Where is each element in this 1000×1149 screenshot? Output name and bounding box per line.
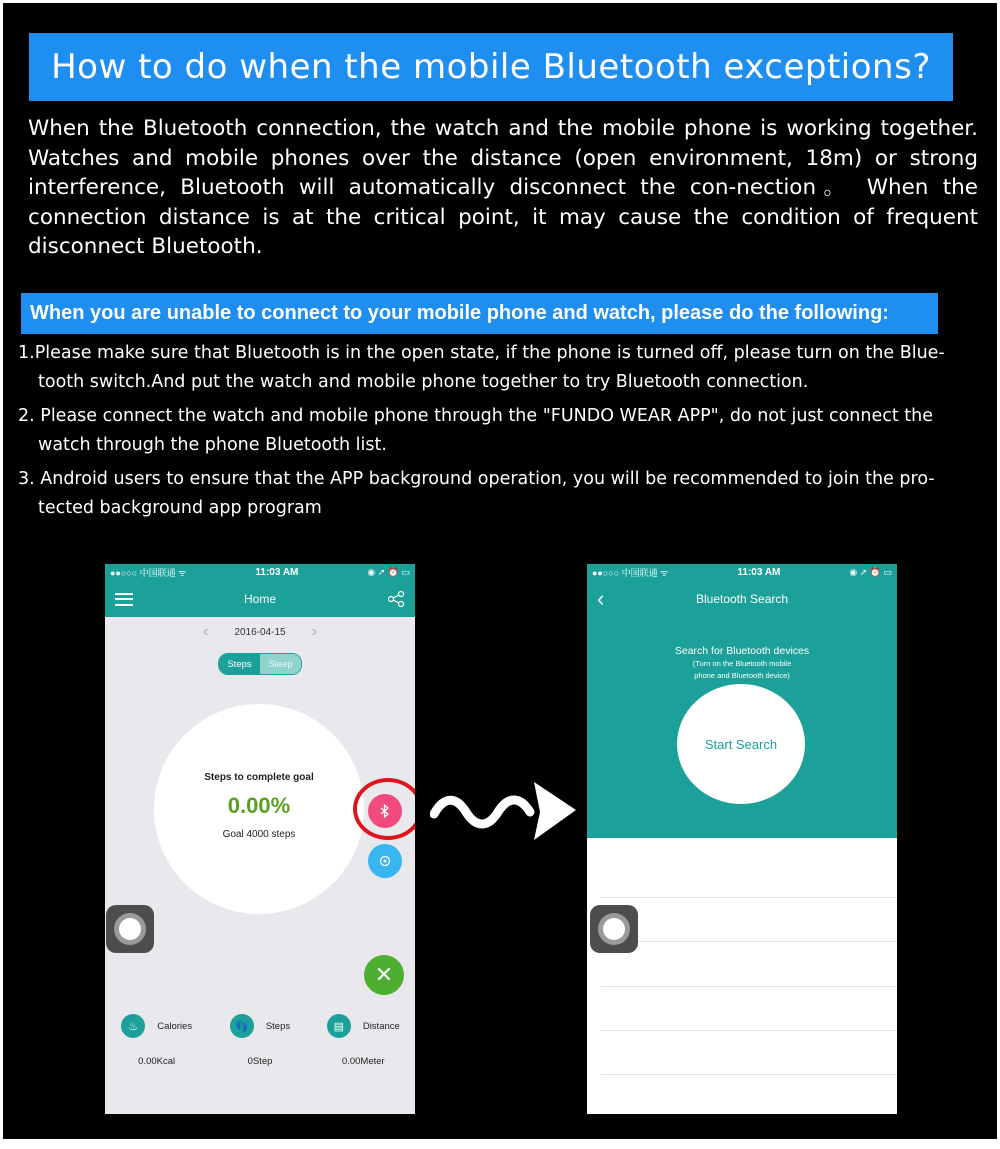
- status-icons: ◉ ➚ ⏰ ▭: [367, 567, 410, 577]
- date-selector: [105, 623, 415, 641]
- instructions-banner: [21, 293, 938, 334]
- flame-icon: ♨: [121, 1014, 145, 1038]
- stat-name: Calories: [157, 1020, 193, 1032]
- stats-row: [105, 1014, 415, 1067]
- assistive-touch-button[interactable]: [106, 905, 154, 953]
- search-header: [587, 564, 897, 838]
- page-title: How to do when the mobile Bluetooth exceptions?: [51, 47, 931, 87]
- stat-name: Steps: [265, 1020, 291, 1032]
- search-subtitle-2: phone and Bluetooth device): [694, 671, 790, 680]
- home-nav-bar: [105, 581, 415, 617]
- date-text: 2016-04-15: [234, 626, 286, 638]
- search-nav-bar: [587, 581, 897, 617]
- ruler-icon: ▤: [327, 1014, 351, 1038]
- list-divider: [601, 897, 897, 898]
- list-divider: [601, 1074, 897, 1075]
- footprint-icon: 👣: [230, 1014, 254, 1038]
- goal-label: Steps to complete goal: [204, 772, 314, 783]
- start-search-button[interactable]: Start Search: [677, 684, 805, 804]
- title-banner: [29, 33, 953, 101]
- menu-icon[interactable]: [115, 593, 133, 606]
- list-divider: [601, 986, 897, 987]
- intro-paragraph: When the Bluetooth connection, the watch and the mobile phone is working together. Watches and mobile phones over the distance (open environment, 18m) or strong interference, Bluetooth will automatically disconnect the con-nection。 When the connection distance is at the critical point, it may cause the condition of frequent disconnect Bluetooth.: [28, 116, 978, 259]
- step-item: 2. Please connect the watch and mobile phone through the "FUNDO WEAR APP", do not just connect the watch through the phone Bluetooth list.: [18, 406, 933, 455]
- list-divider: [601, 941, 897, 942]
- chevron-left-icon[interactable]: ‹: [203, 623, 209, 640]
- stat-value: 0.00Kcal: [138, 1056, 176, 1067]
- steps-sleep-toggle: [218, 653, 302, 675]
- bluetooth-search-phone: [587, 564, 897, 1114]
- status-bar: [105, 564, 415, 581]
- goal-progress-circle: [154, 704, 364, 914]
- close-icon: ✕: [374, 962, 394, 987]
- tab-steps[interactable]: Steps: [219, 654, 260, 674]
- stat-value: 0.00Meter: [341, 1056, 385, 1067]
- back-icon[interactable]: ‹: [597, 586, 605, 611]
- highlight-ring: [353, 778, 415, 840]
- sync-button[interactable]: [368, 844, 402, 878]
- stat-value: 0Step: [247, 1056, 273, 1067]
- close-button[interactable]: [364, 955, 404, 995]
- search-title: Search for Bluetooth devices: [674, 645, 810, 657]
- status-icons: ◉ ➚ ⏰ ▭: [849, 567, 892, 577]
- home-screen-phone: [105, 564, 415, 1114]
- search-subtitle-1: (Turn on the Bluetooth mobile: [692, 659, 792, 668]
- stat-name: Distance: [362, 1020, 400, 1032]
- status-bar: [587, 564, 897, 581]
- list-divider: [601, 1030, 897, 1031]
- carrier-text: ●●○○○ 中国联通 ᯤ: [592, 568, 669, 578]
- clock-text: 11:03 AM: [737, 567, 781, 578]
- instructions-heading: When you are unable to connect to your mobile phone and watch, please do the following:: [30, 302, 889, 324]
- assistive-touch-button[interactable]: [590, 905, 638, 953]
- goal-percent: 0.00%: [227, 793, 291, 818]
- step-item: 3. Android users to ensure that the APP background operation, you will be recommended to join the pro-tected background app program: [18, 469, 935, 518]
- carrier-text: ●●○○○ 中国联通 ᯤ: [110, 568, 187, 578]
- nav-title: Bluetooth Search: [695, 592, 789, 606]
- goal-text: Goal 4000 steps: [222, 829, 296, 840]
- step-item: 1.Please make sure that Bluetooth is in the open state, if the phone is turned off, please turn on the Blue-tooth switch.And put the watch and mobile phone together to try Bluetooth connection.: [18, 343, 945, 392]
- tab-sleep[interactable]: Sleep: [260, 654, 301, 674]
- stat-calories: [107, 1014, 207, 1067]
- refresh-icon: [378, 854, 392, 868]
- stat-steps: [210, 1014, 310, 1067]
- wavy-arrow-icon: [430, 776, 580, 846]
- steps-list: [18, 339, 978, 528]
- stat-distance: [313, 1014, 413, 1067]
- clock-text: 11:03 AM: [255, 567, 299, 578]
- share-icon[interactable]: [387, 590, 405, 608]
- chevron-right-icon[interactable]: ›: [311, 623, 317, 640]
- nav-title: Home: [243, 592, 276, 606]
